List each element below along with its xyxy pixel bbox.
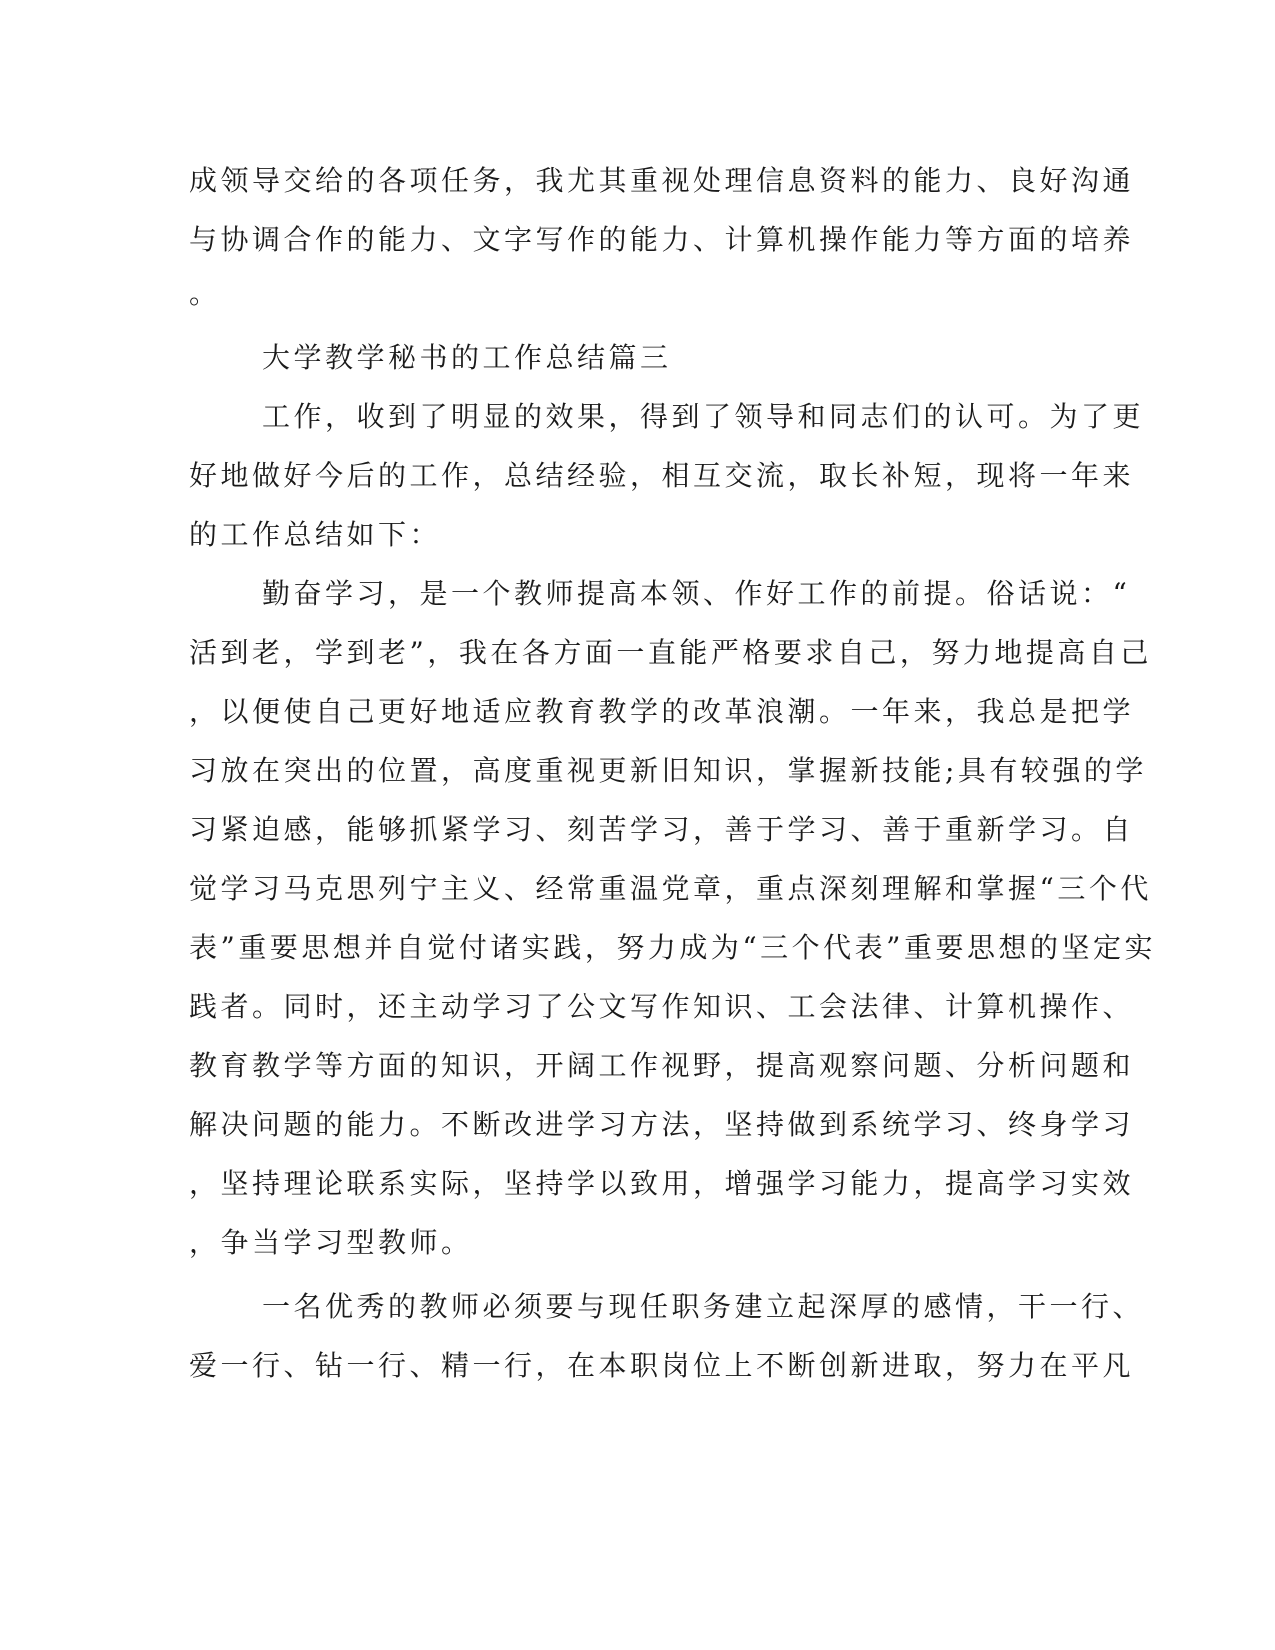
text-line: 与协调合作的能力、文字写作的能力、计算机操作能力等方面的培养 xyxy=(189,223,1135,256)
text-line: 工作，收到了明显的效果，得到了领导和同志们的认可。为了更 xyxy=(262,400,1145,433)
text-line: 。 xyxy=(189,277,221,310)
text-line: 成领导交给的各项任务，我尤其重视处理信息资料的能力、良好沟通 xyxy=(189,164,1135,197)
text-line: 教育教学等方面的知识，开阔工作视野，提高观察问题、分析问题和 xyxy=(189,1049,1135,1082)
text-line: 一名优秀的教师必须要与现任职务建立起深厚的感情，干一行、 xyxy=(262,1290,1145,1323)
text-line: 习放在突出的位置，高度重视更新旧知识，掌握新技能;具有较强的学 xyxy=(189,754,1147,787)
text-line: 好地做好今后的工作，总结经验，相互交流，取长补短，现将一年来 xyxy=(189,459,1135,492)
text-line: ，以便使自己更好地适应教育教学的改革浪潮。一年来，我总是把学 xyxy=(189,695,1135,728)
text-line: 活到老，学到老”，我在各方面一直能严格要求自己，努力地提高自己 xyxy=(189,636,1152,669)
text-line: 表”重要思想并自觉付诸实践，努力成为“三个代表”重要思想的坚定实 xyxy=(189,931,1156,964)
section-heading: 大学教学秘书的工作总结篇三 xyxy=(262,341,672,374)
text-line: ，坚持理论联系实际，坚持学以致用，增强学习能力，提高学习实效 xyxy=(189,1167,1135,1200)
text-line: 勤奋学习，是一个教师提高本领、作好工作的前提。俗话说：“ xyxy=(262,577,1131,610)
text-line: 习紧迫感，能够抓紧学习、刻苦学习，善于学习、善于重新学习。自 xyxy=(189,813,1135,846)
text-line: 爱一行、钻一行、精一行，在本职岗位上不断创新进取，努力在平凡 xyxy=(189,1349,1135,1382)
text-line: 解决问题的能力。不断改进学习方法，坚持做到系统学习、终身学习 xyxy=(189,1108,1135,1141)
text-line: 的工作总结如下： xyxy=(189,518,442,551)
text-line: ，争当学习型教师。 xyxy=(189,1226,473,1259)
text-line: 践者。同时，还主动学习了公文写作知识、工会法律、计算机操作、 xyxy=(189,990,1135,1023)
text-line: 觉学习马克思列宁主义、经常重温党章，重点深刻理解和掌握“三个代 xyxy=(189,872,1152,905)
